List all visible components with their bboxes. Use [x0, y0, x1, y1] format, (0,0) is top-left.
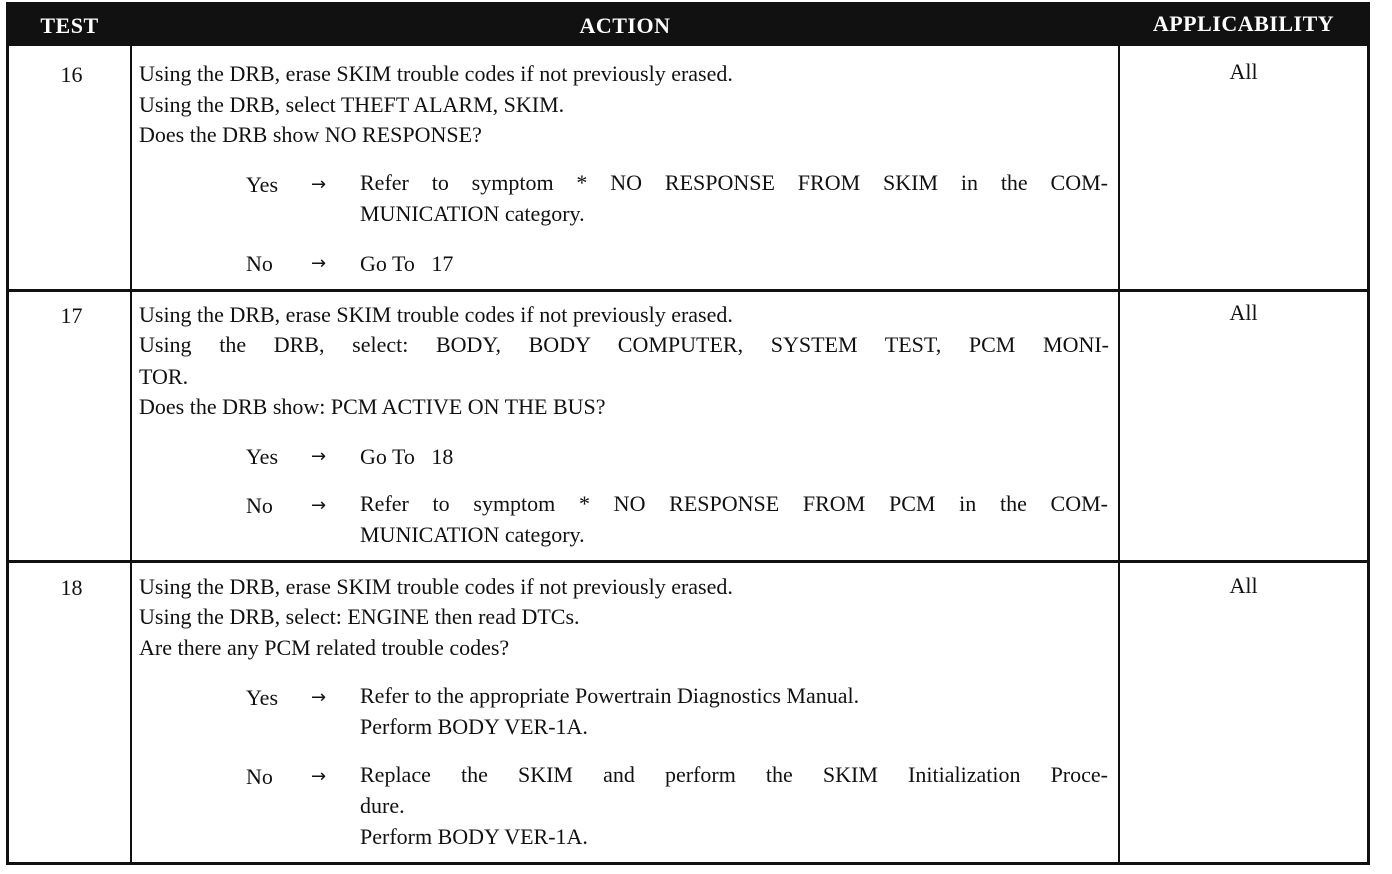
- action-text: Does the DRB show: PCM ACTIVE ON THE BUS?: [139, 394, 606, 419]
- applicability-value: All: [1229, 300, 1258, 325]
- answer-yes-text: Go To 18: [360, 444, 454, 469]
- header-action: ACTION: [132, 5, 1118, 46]
- action-text: Using the DRB, select THEFT ALARM, SKIM.: [139, 92, 565, 117]
- row-divider: [9, 560, 1367, 563]
- column-divider-test: [130, 5, 132, 862]
- answer-no-label: No: [246, 764, 273, 789]
- action-text: TOR.: [139, 364, 189, 389]
- answer-no-text: Go To 17: [360, 251, 454, 276]
- action-text: Using the DRB, erase SKIM trouble codes if not previously erased.: [139, 61, 733, 86]
- right-arrow-icon: →: [311, 253, 327, 274]
- answer-yes-label: Yes: [246, 444, 279, 469]
- row-divider: [9, 289, 1367, 292]
- test-number: 16: [60, 62, 83, 87]
- answer-yes-text: MUNICATION category.: [360, 201, 585, 226]
- diagnostic-test-table: [6, 2, 1370, 865]
- answer-no-label: No: [246, 251, 273, 276]
- action-text: Using the DRB, erase SKIM trouble codes if not previously erased.: [139, 574, 733, 599]
- action-text: Are there any PCM related trouble codes?: [139, 635, 510, 660]
- answer-yes-text: Perform BODY VER-1A.: [360, 714, 588, 739]
- column-divider-applicability: [1118, 5, 1120, 862]
- answer-yes-text: Refer to symptom * NO RESPONSE FROM SKIM in the COM-: [360, 170, 1108, 195]
- answer-no-text: Refer to symptom * NO RESPONSE FROM PCM in the COM-: [360, 491, 1108, 516]
- right-arrow-icon: →: [311, 766, 327, 787]
- action-text: Using the DRB, select: ENGINE then read DTCs.: [139, 604, 580, 629]
- header-test: TEST: [9, 5, 130, 46]
- answer-yes-text: Refer to the appropriate Powertrain Diagnostics Manual.: [360, 683, 860, 708]
- answer-no-text: Replace the SKIM and perform the SKIM Initialization Proce-: [360, 762, 1108, 787]
- action-text: Using the DRB, select: BODY, BODY COMPUTER, SYSTEM TEST, PCM MONI-: [139, 332, 1109, 357]
- header-applicability: APPLICABILITY: [1120, 5, 1367, 46]
- action-text: Does the DRB show NO RESPONSE?: [139, 122, 482, 147]
- answer-no-label: No: [246, 493, 273, 518]
- answer-yes-label: Yes: [246, 685, 279, 710]
- applicability-value: All: [1229, 573, 1258, 598]
- right-arrow-icon: →: [311, 495, 327, 516]
- right-arrow-icon: →: [311, 174, 327, 195]
- right-arrow-icon: →: [311, 446, 327, 467]
- right-arrow-icon: →: [311, 687, 327, 708]
- answer-no-text: Perform BODY VER-1A.: [360, 824, 588, 849]
- answer-no-text: MUNICATION category.: [360, 522, 585, 547]
- test-number: 17: [60, 303, 83, 328]
- applicability-value: All: [1229, 59, 1258, 84]
- action-text: Using the DRB, erase SKIM trouble codes if not previously erased.: [139, 302, 733, 327]
- test-number: 18: [60, 575, 83, 600]
- answer-no-text: dure.: [360, 793, 405, 818]
- answer-yes-label: Yes: [246, 172, 279, 197]
